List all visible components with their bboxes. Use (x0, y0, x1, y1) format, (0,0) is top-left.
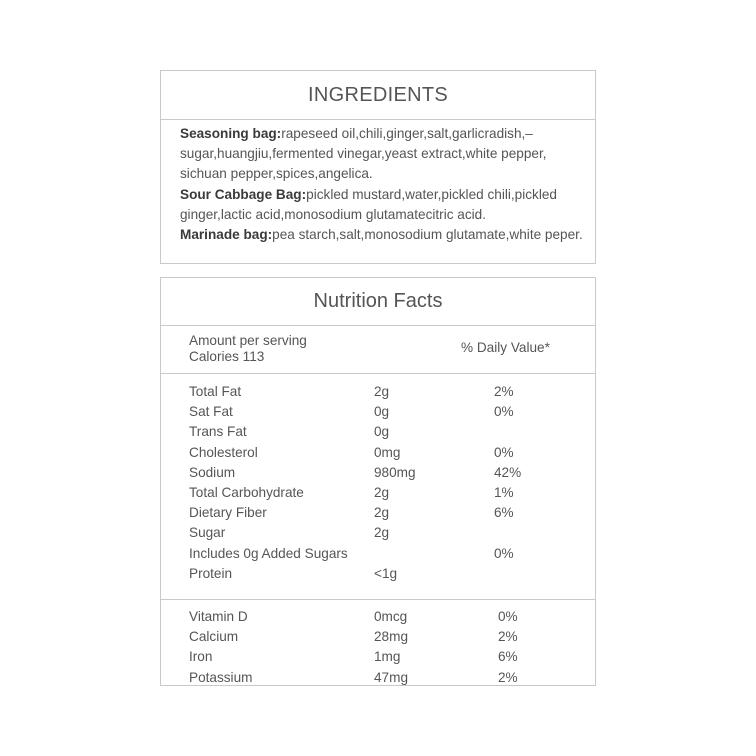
nutrient-amount: 0g (374, 424, 390, 440)
vitamin-amount: 47mg (374, 669, 409, 685)
calories: Calories 113 (189, 349, 265, 364)
nutrient-list (161, 374, 595, 600)
vitamin-amount: 1mg (374, 649, 401, 665)
nutrient-name: Protein (189, 565, 233, 581)
nutrient-dv: 42% (494, 464, 522, 480)
vitamin-dv: 6% (498, 649, 518, 665)
nutrient-dv: 0% (494, 545, 514, 561)
ingredients-text (161, 120, 595, 245)
vitamin-list (161, 600, 595, 688)
nutrient-name: Cholesterol (189, 444, 258, 460)
nutrient-name: Total Fat (189, 384, 242, 399)
vitamin-amount: 28mg (374, 629, 409, 645)
nutrient-name: Total Carbohydrate (189, 484, 304, 500)
sour-cabbage-text: pickled mustard,water,pickled chili,pickled ginger,lactic acid,monosodium glutamatecitric acid. (180, 186, 557, 222)
nutrient-amount: 0mg (374, 444, 401, 460)
nutrient-amount: 2g (374, 525, 390, 541)
nutrient-dv: 2% (494, 384, 514, 399)
nutrient-row (161, 382, 595, 402)
nutrition-title: Nutrition Facts (161, 278, 595, 326)
nutrient-row (161, 443, 595, 463)
vitamin-name: Calcium (189, 629, 239, 645)
nutrient-dv: 0% (494, 444, 514, 460)
vitamin-dv: 0% (498, 609, 518, 624)
seasoning-text: rapeseed oil,chili,ginger,salt,garlicradish,–sugar,huangjiu,fermented vinegar,yeast extract,white pepper, sichuan pepper,spices,angelica. (180, 126, 547, 182)
ingredients-panel (160, 70, 596, 264)
seasoning-label: Seasoning bag: (180, 126, 282, 141)
vitamin-amount: 0mcg (374, 609, 408, 624)
nutrient-amount: 2g (374, 384, 390, 399)
nutrient-row (161, 422, 595, 442)
nutrient-name: Trans Fat (189, 424, 247, 440)
vitamin-name: Iron (189, 649, 213, 665)
nutrition-panel (160, 277, 596, 686)
nutrient-row (161, 483, 595, 503)
nutrient-row (161, 564, 595, 584)
vitamin-row (161, 627, 595, 647)
ingredients-title: INGREDIENTS (161, 71, 595, 120)
nutrient-name: Dietary Fiber (189, 505, 267, 521)
nutrient-row (161, 544, 595, 564)
vitamin-name: Potassium (189, 669, 253, 685)
vitamin-row (161, 647, 595, 667)
vitamin-row (161, 668, 595, 688)
marinade-text: pea starch,salt,monosodium glutamate,white peper. (272, 227, 583, 243)
daily-value-header: % Daily Value* (461, 340, 550, 355)
serving-info (189, 333, 307, 365)
vitamin-name: Vitamin D (189, 609, 248, 624)
sour-cabbage-label: Sour Cabbage Bag: (180, 186, 307, 202)
nutrient-name: Sat Fat (189, 404, 233, 420)
vitamin-dv: 2% (498, 669, 518, 685)
nutrient-amount: 2g (374, 484, 390, 500)
nutrient-name: Sugar (189, 525, 226, 541)
nutrient-row (161, 463, 595, 483)
nutrient-dv: 1% (494, 484, 514, 500)
vitamin-dv: 2% (498, 629, 518, 645)
nutrient-dv: 6% (494, 505, 514, 521)
nutrient-name: Includes 0g Added Sugars (189, 545, 348, 561)
nutrient-name: Sodium (189, 464, 236, 480)
nutrient-row (161, 402, 595, 422)
nutrient-amount: <1g (374, 565, 398, 581)
nutrient-dv: 0% (494, 404, 514, 420)
marinade-label: Marinade bag: (180, 227, 273, 243)
vitamin-row (161, 607, 595, 627)
nutrient-amount: 2g (374, 505, 390, 521)
nutrient-row (161, 503, 595, 523)
serving-header (161, 326, 595, 374)
nutrient-row (161, 523, 595, 543)
nutrient-amount: 0g (374, 404, 390, 420)
amount-per-serving: Amount per serving (189, 333, 307, 348)
nutrient-amount: 980mg (374, 464, 416, 480)
